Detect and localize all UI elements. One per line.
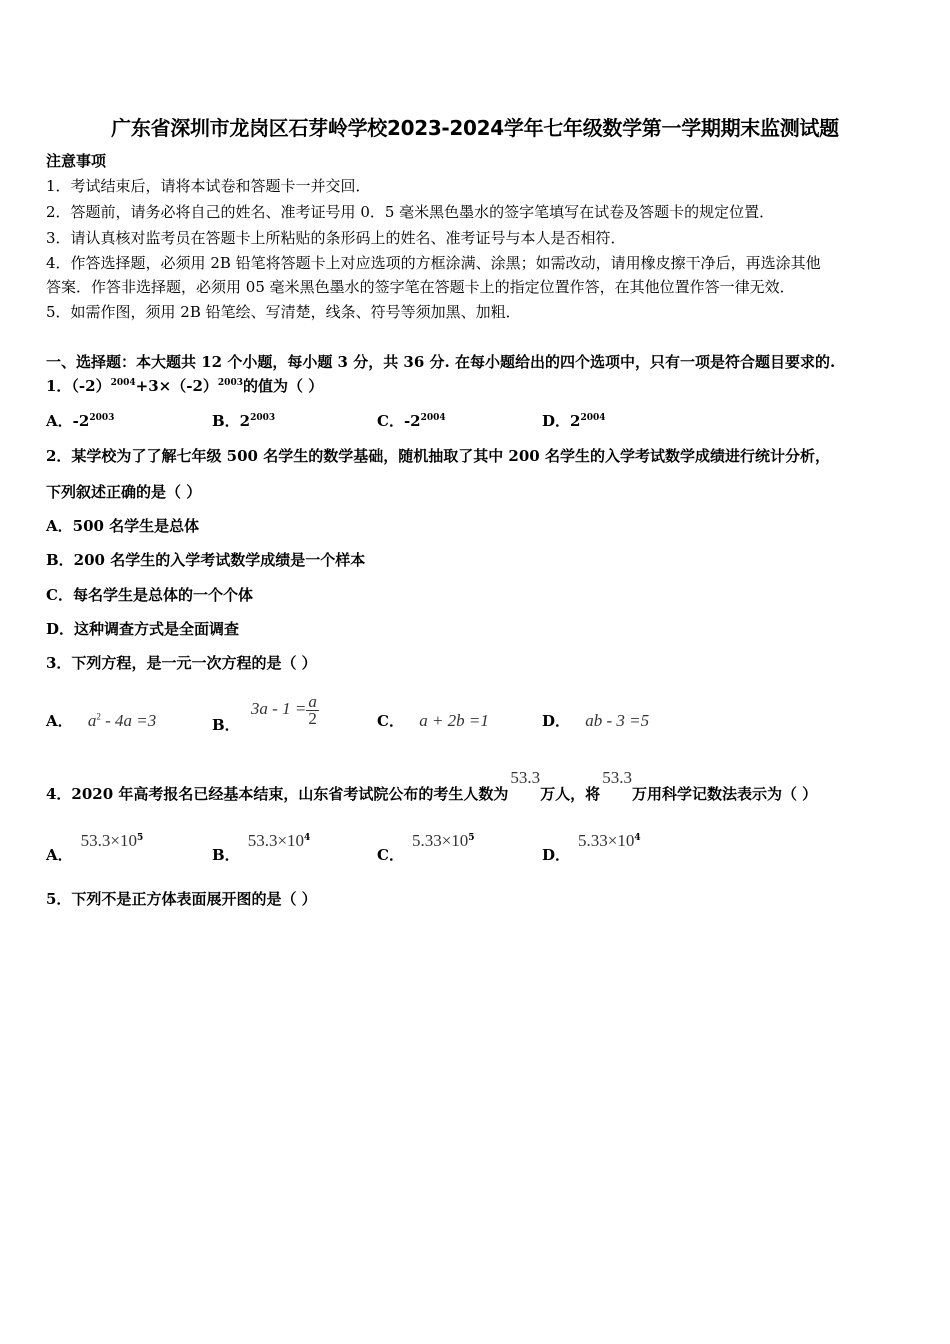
q4-option-b[interactable]: B．$53.3\times 10^4$ <box>212 831 311 864</box>
q1-option-a[interactable]: A．$-2^{2003}$ <box>46 412 115 430</box>
q4-option-a[interactable]: A．$53.3\times 10^5$ <box>46 831 144 864</box>
q2-option-d[interactable]: D．这种调查方式是全面调查 <box>46 620 240 638</box>
q2-option-c[interactable]: C．每名学生是总体的一个个体 <box>46 586 253 604</box>
math-expression: 3a - 1 = $\frac{a}{2}$ <box>250 692 317 728</box>
q3-option-a[interactable]: A． $a^2 - 4a =3$ <box>46 711 157 730</box>
q3-option-c[interactable]: C． a + 2b =1 <box>377 711 489 730</box>
question-1-stem: 1．$(-2)^{2004}+3\times(-2)^{2003}$的值为（ ） <box>46 377 324 395</box>
q3-option-d[interactable]: D． ab - 3 =5 <box>542 711 650 730</box>
notice-item: 5．如需作图，须用 2B 铅笔绘、写清楚，线条、符号等须加黑、加粗． <box>46 303 521 321</box>
math-expression: ab - 3 =5 <box>585 711 650 730</box>
q2-option-b[interactable]: B．200 名学生的入学考试数学成绩是一个样本 <box>46 551 366 569</box>
notice-item: 1．考试结束后，请将本试卷和答题卡一并交回． <box>46 177 371 195</box>
question-3-stem: 3．下列方程，是一元一次方程的是（ ） <box>46 654 317 672</box>
notice-item: 4．作答选择题，必须用 2B 铅笔将答题卡上对应选项的方框涂满、涂黑；如需改动，请用橡皮擦干净后，再选涂其他 <box>46 254 821 272</box>
notice-item: 答案．作答非选择题，必须用 05 毫米黑色墨水的签字笔在答题卡上的指定位置作答，在其他位置作答一律无效． <box>46 278 795 296</box>
question-5-stem: 5．下列不是正方体表面展开图的是（ ） <box>46 890 317 908</box>
notice-item: 2．答题前，请务必将自己的姓名、准考证号用 0．5 毫米黑色墨水的签字笔填写在试卷及答题卡的规定位置． <box>46 203 775 221</box>
q4-option-c[interactable]: C．$5.33\times 10^5$ <box>377 831 475 864</box>
q3-option-b[interactable]: B． 3a - 1 = $\frac{a}{2}$ <box>212 692 317 735</box>
math-expression: $a^2 - 4a =3$ <box>87 711 157 730</box>
page-title: 广东省深圳市龙岗区石芽岭学校2023-2024学年七年级数学第一学期期末监测试题 <box>111 116 839 140</box>
section-heading: 一、选择题：本大题共 12 个小题，每小题 3 分，共 36 分. 在每小题给出的四个选项中，只有一项是符合题目要求的. <box>46 353 836 371</box>
q2-option-a[interactable]: A．500 名学生是总体 <box>46 517 200 535</box>
math-expression: a + 2b =1 <box>419 711 489 730</box>
q4-option-d[interactable]: D．$5.33\times 10^4$ <box>542 831 641 864</box>
q1-option-c[interactable]: C．$-2^{2004}$ <box>377 412 446 430</box>
notice-item: 3．请认真核对监考员在答题卡上所粘贴的条形码上的姓名、准考证号与本人是否相符． <box>46 229 626 247</box>
question-2-stem-cont: 下列叙述正确的是（ ） <box>46 483 202 501</box>
question-2-stem: 2．某学校为了了解七年级 500 名学生的数学基础，随机抽取了其中 200 名学生的入学考试数学成绩进行统计分析， <box>46 447 830 465</box>
q1-option-d[interactable]: D．$2^{2004}$ <box>542 412 606 430</box>
notice-heading: 注意事项 <box>46 152 107 170</box>
fraction: $\frac{a}{2}$ <box>308 692 317 728</box>
question-4-stem: 4．2020 年高考报名已经基本结束，山东省考试院公布的考生人数为53.3万人，将53.3万用科学记数法表示为（ ） <box>46 768 818 803</box>
q1-option-b[interactable]: B．$2^{2003}$ <box>212 412 276 430</box>
